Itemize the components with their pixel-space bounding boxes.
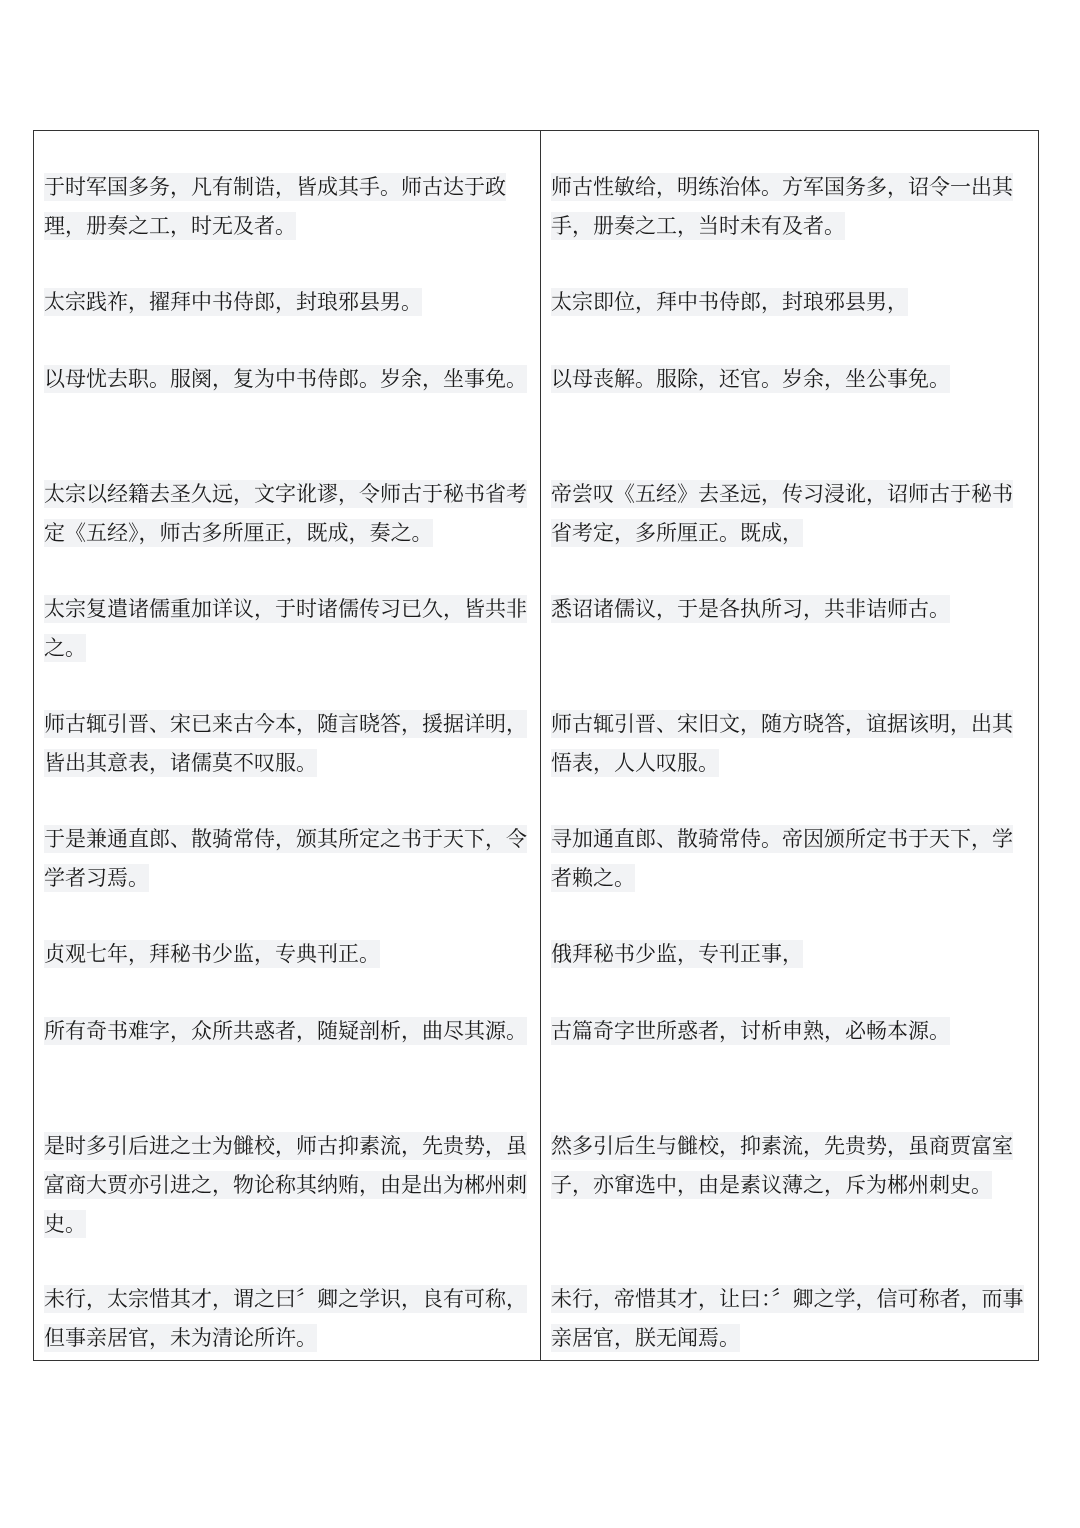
right-column: [541, 131, 1038, 1360]
left-paragraph-9: 所有奇书难字，众所共惑者，随疑剖析，曲尽其源。: [44, 1019, 527, 1043]
right-paragraph-2: 太宗即位，拜中书侍郎，封琅邪县男，: [551, 290, 908, 314]
right-paragraph-10: 然多引后生与雠校，抑素流，先贵势，虽商贾富室子，亦窜选中，由是素议薄之，斥为郴州刺史。: [551, 1134, 1013, 1197]
right-paragraph-4: 帝尝叹《五经》去圣远，传习浸讹，诏师古于秘书省考定，多所厘正。既成，: [551, 482, 1013, 545]
right-paragraph-5: 悉诏诸儒议，于是各执所习，共非诘师古。: [551, 597, 950, 621]
right-paragraph-3: 以母丧解。服除，还官。岁余，坐公事免。: [551, 367, 950, 391]
right-paragraph-8: 俄拜秘书少监，专刊正事，: [551, 942, 803, 966]
left-paragraph-10: 是时多引后进之士为雠校，师古抑素流，先贵势，虽富商大贾亦引进之，物论称其纳贿，由是出为郴州刺史。: [44, 1134, 527, 1236]
left-paragraph-1: 于时军国多务，凡有制诰，皆成其手。师古达于政理，册奏之工，时无及者。: [44, 175, 506, 238]
right-paragraph-9: 古篇奇字世所惑者，讨析申熟，必畅本源。: [551, 1019, 950, 1043]
left-paragraph-4: 太宗以经籍去圣久远，文字讹谬，令师古于秘书省考定《五经》，师古多所厘正，既成，奏之。: [44, 482, 527, 545]
right-paragraph-6: 师古辄引晋、宋旧文，随方晓答，谊据该明，出其悟表，人人叹服。: [551, 712, 1013, 775]
comparison-table: [33, 130, 1039, 1361]
right-paragraph-11: 未行，帝惜其才，让曰：〞卿之学，信可称者，而事亲居官，朕无闻焉。: [551, 1287, 1024, 1350]
left-paragraph-2: 太宗践祚，擢拜中书侍郎，封琅邪县男。: [44, 290, 422, 314]
left-paragraph-5: 太宗复遣诸儒重加详议，于时诸儒传习已久，皆共非之。: [44, 597, 527, 660]
left-paragraph-7: 于是兼通直郎、散骑常侍，颁其所定之书于天下，令学者习焉。: [44, 827, 527, 890]
left-paragraph-11: 未行，太宗惜其才，谓之曰〞卿之学识，良有可称，但事亲居官，未为清论所许。: [44, 1287, 527, 1350]
right-paragraph-7: 寻加通直郎、散骑常侍。帝因颁所定书于天下，学者赖之。: [551, 827, 1013, 890]
left-paragraph-3: 以母忧去职。服阕，复为中书侍郎。岁余，坐事免。: [44, 367, 527, 391]
left-paragraph-6: 师古辄引晋、宋已来古今本，随言晓答，援据详明，皆出其意表，诸儒莫不叹服。: [44, 712, 527, 775]
left-paragraph-8: 贞观七年，拜秘书少监，专典刊正。: [44, 942, 380, 966]
left-column: [34, 131, 541, 1360]
right-paragraph-1: 师古性敏给，明练治体。方军国务多，诏令一出其手，册奏之工，当时未有及者。: [551, 175, 1013, 238]
